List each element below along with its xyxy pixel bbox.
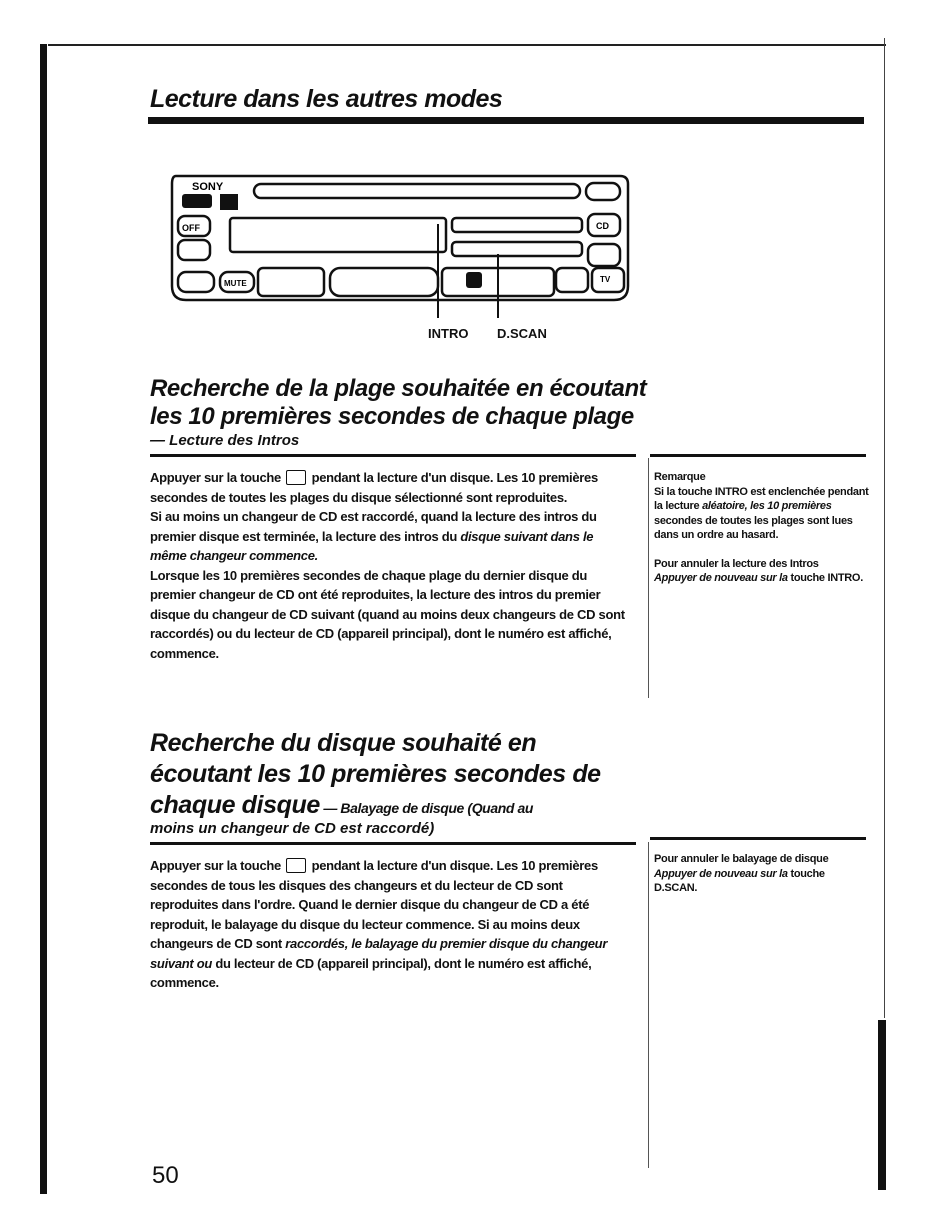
side1-rule: [650, 454, 866, 457]
cancel-intro-title: Pour annuler la lecture des Intros: [654, 557, 819, 570]
section2-paragraph: Appuyer sur la touche pendant la lecture d'un disque. Les 10 premières secondes de tous les disques des changeurs et du lecteur de CD sont reproduites dans l'ordre. Quand le dernier disque du changeur de CD a été reproduit, le balayage du disque du lecteur commence. Si au moins deux changeurs de CD sont raccordés, le balayage du premier disque du changeur suivant ou du lecteur de CD (appareil principal), dont le numéro est affiché, commence.: [150, 858, 608, 990]
mute-button-label: MUTE: [224, 279, 247, 288]
section2-rule: [150, 842, 636, 845]
section1-paragraph-3: Lorsque les 10 premières secondes de chaque plage du dernier disque du premier changeur de CD ont été reproduites, la lecture des intros du premier disque du changeur de CD suivant (quand au moins deux changeurs de CD sont raccordés) ou du lecteur de CD (appareil principal), dont le numéro est affiché, commence.: [150, 567, 625, 661]
section2-subtitle: moins un changeur de CD est raccordé): [150, 820, 435, 837]
section1-title-line2: les 10 premières secondes de chaque plage: [150, 403, 634, 430]
note-title: Remarque: [654, 471, 706, 483]
cd-button-label: CD: [596, 221, 609, 231]
side1-notes: [654, 470, 870, 600]
top-rule: [48, 44, 886, 46]
section2-title: [150, 728, 601, 824]
page-title: Lecture dans les autres modes: [150, 85, 503, 113]
brand-label: SONY: [192, 181, 224, 193]
section1-paragraph-1: Appuyer sur la touche pendant la lecture d'un disque. Les 10 premières secondes de toutes les plages du disque sélectionné sont reproduites.: [150, 470, 598, 505]
section1-title-line1: Recherche de la plage souhaitée en écoutant: [150, 375, 647, 402]
side1-cancel: Pour annuler la lecture des Intros Appuyer de nouveau sur la touche INTRO.: [654, 557, 863, 584]
page-number: 50: [152, 1162, 179, 1189]
section2-title-line1: Recherche du disque souhaité en: [150, 729, 537, 757]
left-margin-bar: [40, 44, 47, 1194]
section2-title-line2: écoutant les 10 premières secondes de: [150, 760, 601, 788]
dscan-key-icon: [286, 858, 306, 873]
right-margin-bar: [878, 1020, 886, 1190]
side1-note: Remarque Si la touche INTRO est enclenchée pendant la lecture aléatoire, les 10 premières secondes de toutes les plages sont lues dans un ordre au hasard.: [654, 471, 869, 541]
section2-body: [150, 856, 630, 993]
side2-notes: [654, 852, 870, 910]
column-divider-1: [648, 458, 649, 698]
intro-key-icon: [286, 470, 306, 485]
title-rule: [148, 117, 864, 124]
side2-cancel: Pour annuler le balayage de disque Appuyer de nouveau sur la touche D.SCAN.: [654, 853, 829, 894]
section1-body: [150, 468, 630, 663]
column-divider-2: [648, 842, 649, 1168]
side2-rule: [650, 837, 866, 840]
dscan-callout: D.SCAN: [497, 326, 547, 341]
section1-subtitle: — Lecture des Intros: [150, 432, 300, 449]
intro-callout: INTRO: [428, 326, 469, 341]
cancel-dscan-title: Pour annuler le balayage de disque: [654, 853, 829, 865]
section1-title: [150, 375, 646, 431]
tv-button-label: TV: [600, 275, 611, 284]
right-edge-line: [884, 38, 885, 1018]
off-button-label: OFF: [182, 223, 200, 233]
section2-title-line3: chaque disque — Balayage de disque (Quand au: [150, 791, 534, 819]
section1-rule: [150, 454, 636, 457]
button-callouts: [420, 326, 620, 350]
section1-paragraph-2: Si au moins un changeur de CD est raccordé, quand la lecture des intros du premier disque est terminée, la lecture des intros du disque suivant dans le même changeur commence.: [150, 509, 597, 563]
